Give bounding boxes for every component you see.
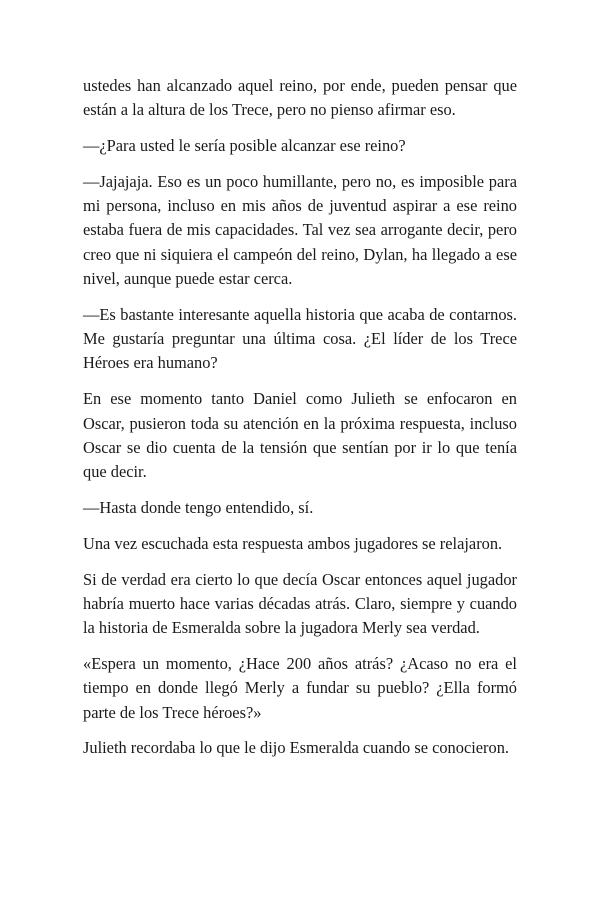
- paragraph-6: —Hasta donde tengo entendido, sí.: [83, 497, 314, 517]
- paragraph-10: Julieth recordaba lo que le dijo Esmeralda cuando se conocieron.: [83, 738, 509, 758]
- paragraph-1: ustedes han alcanzado aquel reino, por ende, pueden pensar que están a la altura de los Trece, pero no pienso afirmar eso.: [83, 76, 517, 120]
- paragraph-9: «Espera un momento, ¿Hace 200 años atrás? ¿Acaso no era el tiempo en donde llegó Merly a fundar su pueblo? ¿Ella formó parte de los Trece héroes?»: [83, 653, 517, 722]
- paragraph-7: Una vez escuchada esta respuesta ambos jugadores se relajaron.: [83, 533, 503, 553]
- paragraph-5: En ese momento tanto Daniel como Julieth se enfocaron en Oscar, pusieron toda su atención en la próxima respuesta, incluso Oscar se dio cuenta de la tensión que sentían por ir lo que tenía que decir.: [83, 389, 517, 482]
- paragraph-3: —Jajajaja. Eso es un poco humillante, pero no, es imposible para mi persona, incluso en mis años de juventud aspirar a ese reino estaba fuera de mis capacidades. Tal vez sea arrogante decir, pero creo que ni siquiera el campeón del reino, Dylan, ha llegado a ese nivel, aunque puede estar cerca.: [83, 171, 517, 289]
- paragraph-2: —¿Para usted le sería posible alcanzar ese reino?: [83, 136, 406, 156]
- paragraph-8: Si de verdad era cierto lo que decía Oscar entonces aquel jugador habría muerto hace varias décadas atrás. Claro, siempre y cuando la historia de Esmeralda sobre la jugadora Merly sea verdad.: [83, 569, 517, 638]
- paragraph-4: —Es bastante interesante aquella historia que acaba de contarnos. Me gustaría preguntar una última cosa. ¿El líder de los Trece Héroes era humano?: [83, 304, 517, 373]
- book-page-text: [83, 74, 517, 772]
